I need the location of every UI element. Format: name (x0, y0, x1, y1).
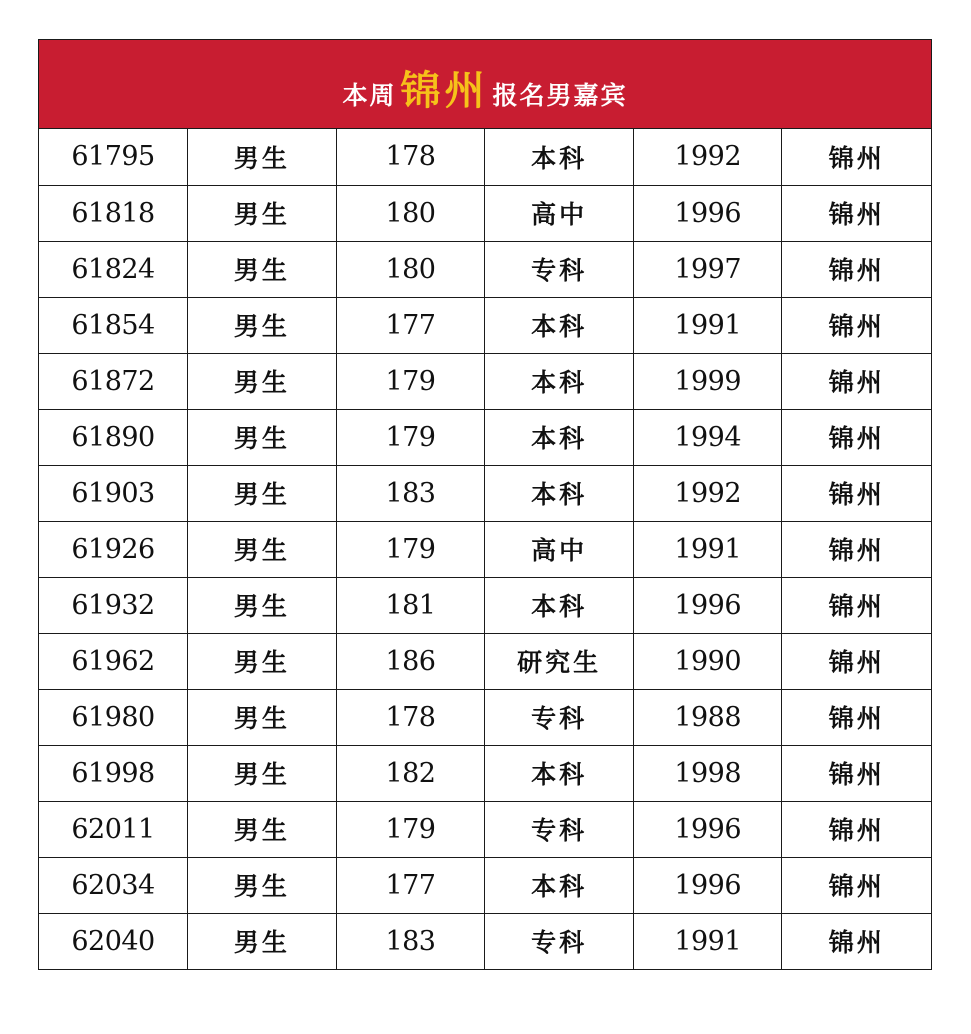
id-cell: 61903 (39, 465, 188, 521)
height-cell: 179 (336, 353, 485, 409)
table-row (39, 241, 931, 297)
table-row (39, 353, 931, 409)
height-cell: 181 (336, 577, 485, 633)
guest-table (39, 129, 931, 969)
education-cell: 高中 (485, 185, 634, 241)
height-cell: 178 (336, 129, 485, 185)
education-cell: 高中 (485, 521, 634, 577)
education-cell: 专科 (485, 689, 634, 745)
gender-cell: 男生 (188, 689, 337, 745)
height-cell: 179 (336, 409, 485, 465)
city-cell: 锦州 (782, 857, 931, 913)
city-cell: 锦州 (782, 521, 931, 577)
city-cell: 锦州 (782, 633, 931, 689)
height-cell: 183 (336, 913, 485, 969)
city-cell: 锦州 (782, 577, 931, 633)
table-row (39, 633, 931, 689)
gender-cell: 男生 (188, 521, 337, 577)
table-row (39, 129, 931, 185)
height-cell: 178 (336, 689, 485, 745)
height-cell: 182 (336, 745, 485, 801)
city-cell: 锦州 (782, 801, 931, 857)
birth-year-cell: 1990 (633, 633, 782, 689)
height-cell: 177 (336, 857, 485, 913)
table-row (39, 857, 931, 913)
id-cell: 61962 (39, 633, 188, 689)
height-cell: 183 (336, 465, 485, 521)
education-cell: 专科 (485, 801, 634, 857)
height-cell: 180 (336, 185, 485, 241)
id-cell: 61980 (39, 689, 188, 745)
education-cell: 本科 (485, 297, 634, 353)
birth-year-cell: 1992 (633, 129, 782, 185)
city-cell: 锦州 (782, 409, 931, 465)
gender-cell: 男生 (188, 801, 337, 857)
gender-cell: 男生 (188, 297, 337, 353)
gender-cell: 男生 (188, 577, 337, 633)
birth-year-cell: 1998 (633, 745, 782, 801)
gender-cell: 男生 (188, 241, 337, 297)
height-cell: 177 (336, 297, 485, 353)
education-cell: 专科 (485, 241, 634, 297)
id-cell: 61926 (39, 521, 188, 577)
table-row (39, 521, 931, 577)
birth-year-cell: 1996 (633, 857, 782, 913)
education-cell: 本科 (485, 745, 634, 801)
gender-cell: 男生 (188, 129, 337, 185)
education-cell: 研究生 (485, 633, 634, 689)
gender-cell: 男生 (188, 353, 337, 409)
id-cell: 61854 (39, 297, 188, 353)
education-cell: 本科 (485, 465, 634, 521)
city-cell: 锦州 (828, 928, 885, 958)
birth-year-cell: 1996 (633, 577, 782, 633)
education-cell: 本科 (485, 857, 634, 913)
city-cell: 锦州 (782, 129, 931, 185)
height-cell: 180 (336, 241, 485, 297)
table-row (39, 745, 931, 801)
title-banner (39, 40, 931, 129)
birth-year-cell: 1991 (633, 521, 782, 577)
id-cell: 61932 (39, 577, 188, 633)
birth-year-cell: 1988 (633, 689, 782, 745)
birth-year-cell: 1999 (633, 353, 782, 409)
education-cell: 本科 (485, 129, 634, 185)
gender-cell: 男生 (188, 913, 337, 969)
gender-cell: 男生 (188, 857, 337, 913)
birth-year-cell: 1991 (633, 297, 782, 353)
gender-cell: 男生 (188, 185, 337, 241)
guest-table-body (39, 129, 931, 969)
table-row (39, 801, 931, 857)
id-cell: 61824 (39, 241, 188, 297)
education-cell: 本科 (485, 409, 634, 465)
birth-year-cell: 1994 (633, 409, 782, 465)
id-cell: 61872 (39, 353, 188, 409)
page-title (342, 59, 627, 116)
table-row (39, 297, 931, 353)
title-city: 锦州 (400, 67, 489, 114)
title-suffix: 报名男嘉宾 (492, 80, 628, 110)
height-cell: 186 (336, 633, 485, 689)
id-cell: 61890 (39, 409, 188, 465)
table-row (39, 577, 931, 633)
city-cell: 锦州 (782, 465, 931, 521)
gender-cell: 男生 (188, 409, 337, 465)
id-cell: 61818 (39, 185, 188, 241)
id-cell: 61795 (39, 129, 188, 185)
city-cell: 锦州 (782, 353, 931, 409)
id-cell: 62034 (39, 857, 188, 913)
birth-year-cell: 1992 (633, 465, 782, 521)
birth-year-cell: 1997 (633, 241, 782, 297)
gender-cell: 男生 (188, 465, 337, 521)
education-cell: 专科 (485, 913, 634, 969)
table-row (39, 913, 931, 969)
table-row (39, 465, 931, 521)
height-cell: 179 (336, 521, 485, 577)
birth-year-cell: 1991 (633, 913, 782, 969)
table-row (39, 689, 931, 745)
city-cell: 锦州 (782, 689, 931, 745)
title-prefix: 本周 (342, 80, 397, 110)
gender-cell: 男生 (188, 745, 337, 801)
education-cell: 本科 (485, 353, 634, 409)
id-cell: 62011 (39, 801, 188, 857)
table-row (39, 409, 931, 465)
id-cell: 61998 (39, 745, 188, 801)
education-cell: 本科 (485, 577, 634, 633)
birth-year-cell: 1996 (633, 185, 782, 241)
table-row (39, 185, 931, 241)
birth-year-cell: 1996 (633, 801, 782, 857)
city-cell: 锦州 (782, 185, 931, 241)
height-cell: 179 (336, 801, 485, 857)
id-cell: 62040 (39, 913, 188, 969)
city-cell: 锦州 (782, 241, 931, 297)
city-cell: 锦州 (782, 297, 931, 353)
gender-cell: 男生 (188, 633, 337, 689)
city-cell: 锦州 (782, 745, 931, 801)
roster-sheet (38, 39, 932, 970)
